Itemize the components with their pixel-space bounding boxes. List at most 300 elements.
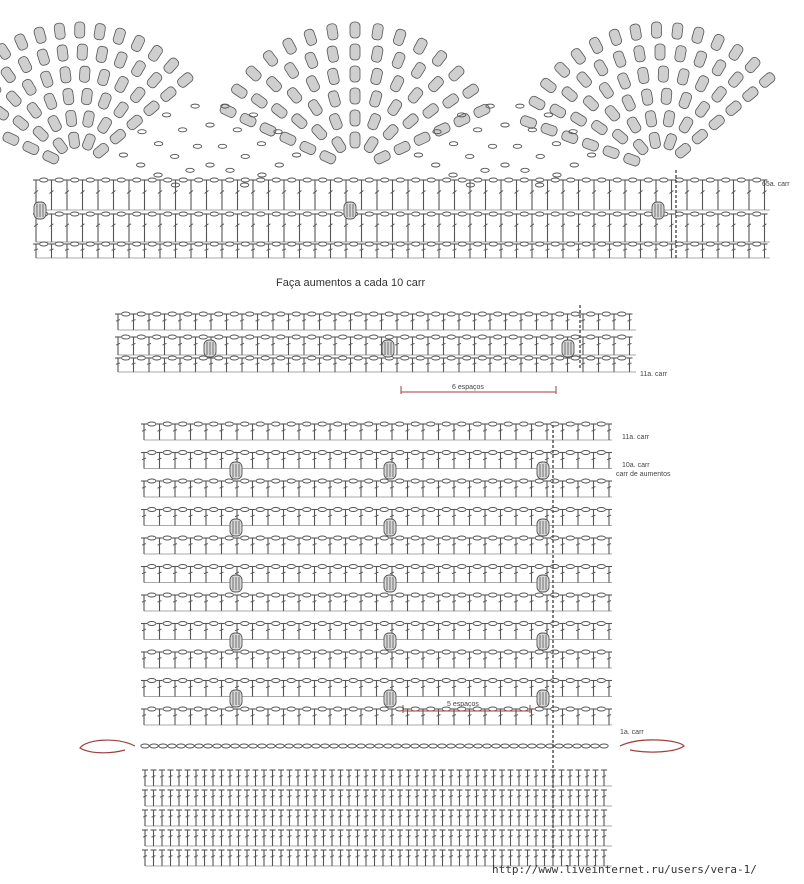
chain-stitch [544,113,552,117]
chain-stitch [385,312,393,316]
fan-cluster [31,125,49,143]
chain-stitch [256,536,264,540]
chain-stitch [489,479,497,483]
chain-stitch [473,650,481,654]
chain-stitch [225,622,233,626]
chain-stitch [396,508,404,512]
chain-stitch [86,242,94,246]
fan-cluster [97,68,111,86]
fan-cluster [81,88,93,105]
chain-stitch [287,593,295,597]
chain-stitch [613,212,621,216]
chain-stitch [287,451,295,455]
chain-stitch [349,679,357,683]
chain-stitch [159,744,167,748]
chain-stitch [163,508,171,512]
chain-stitch [287,479,295,483]
chain-stitch [233,128,241,132]
chain-stitch [509,312,517,316]
chain-stitch [179,451,187,455]
chain-stitch [411,508,419,512]
chain-stitch [206,123,214,127]
chain-stitch [396,451,404,455]
chain-stitch [138,130,146,134]
chain-stitch [427,508,435,512]
chain-stitch [241,508,249,512]
fan-cluster [96,116,113,135]
fan-cluster [674,45,687,62]
chain-stitch [447,744,455,748]
chain-stitch [582,650,590,654]
fan-cluster [25,101,43,120]
chain-stitch [597,707,605,711]
fan-cluster [621,94,637,113]
chain-stitch [319,178,327,182]
chain-stitch [564,744,572,748]
chain-stitch [133,242,141,246]
chain-stitch [411,650,419,654]
chain-stitch [339,356,347,360]
chain-stitch [582,422,590,426]
fan-cluster [33,26,47,44]
chain-stitch [473,536,481,540]
fan-cluster [632,138,650,157]
chain-stitch [365,212,373,216]
fan-cluster [623,152,641,167]
chain-stitch [195,178,203,182]
chain-stitch [334,650,342,654]
chain-stitch [334,508,342,512]
chain-stitch [272,622,280,626]
chain-stitch [303,707,311,711]
chain-stitch [416,312,424,316]
chain-stitch [556,356,564,360]
fan-cluster [661,88,672,105]
chain-stitch [370,312,378,316]
chain-stitch [442,422,450,426]
chain-stitch [210,707,218,711]
chain-stitch [380,565,388,569]
fan-cluster [47,114,63,133]
chain-stitch [489,622,497,626]
fan-cluster [330,135,347,154]
chain-stitch [473,622,481,626]
chain-stitch [587,153,595,157]
chain-stitch [591,744,599,748]
chain-stitch [380,451,388,455]
chain-stitch [249,113,257,117]
chain-stitch [629,242,637,246]
fan-cluster [281,37,297,56]
fan-cluster [5,89,23,108]
fan-cluster [0,104,10,122]
chain-stitch [618,312,626,316]
chain-stitch [442,479,450,483]
fan-cluster [265,75,283,94]
fan-cluster [663,110,676,127]
chain-stitch [505,212,513,216]
chain-stitch [365,679,373,683]
chain-stitch [566,650,574,654]
chain-stitch [178,128,186,132]
fan-cluster [663,133,678,151]
fan-cluster [724,99,743,117]
fan-cluster [350,22,360,38]
chain-stitch [365,451,373,455]
chain-stitch [318,622,326,626]
chain-stitch [226,242,234,246]
chain-stitch [535,536,543,540]
chain-stitch [179,679,187,683]
chain-stitch [509,335,517,339]
chain-stitch [442,565,450,569]
chain-stitch [241,212,249,216]
chain-stitch [443,178,451,182]
chain-stitch [458,650,466,654]
chain-stitch [370,356,378,360]
chain-stitch [411,744,419,748]
chain-stitch [551,565,559,569]
chain-stitch [489,565,497,569]
chain-stitch [489,242,497,246]
chain-stitch [551,650,559,654]
chain-stitch [210,212,218,216]
chain-stitch [334,707,342,711]
chain-stitch [261,335,269,339]
chain-stitch [267,744,275,748]
chain-stitch [536,154,544,158]
chain-stitch [163,451,171,455]
fan-cluster [77,44,88,60]
fan-cluster [130,34,146,53]
fan-cluster [401,112,420,130]
chain-stitch [241,593,249,597]
fan-cluster [125,113,144,131]
fan-cluster [371,23,383,40]
chain-stitch [432,312,440,316]
chain-stitch [184,335,192,339]
fan-cluster [626,116,643,135]
chain-stitch [258,173,266,177]
fan-cluster [305,74,321,93]
chain-stitch [225,451,233,455]
chain-stitch [427,622,435,626]
fan-cluster [431,49,449,68]
fan-cluster [79,66,90,83]
chain-stitch [427,479,435,483]
chain-stitch [179,536,187,540]
chain-stitch [122,312,130,316]
fan-cluster [176,71,195,89]
fan-cluster [727,43,744,62]
fan-cluster [0,65,17,84]
chain-stitch [551,178,559,182]
fan-cluster [570,47,587,66]
fan-cluster [230,82,249,99]
chain-stitch [168,356,176,360]
chain-stitch [163,565,171,569]
chain-stitch [536,212,544,216]
chain-stitch [210,422,218,426]
chain-stitch [535,707,543,711]
chain-stitch [334,593,342,597]
chain-stitch [308,335,316,339]
chain-stitch [179,565,187,569]
chain-stitch [365,178,373,182]
chain-stitch [478,312,486,316]
chain-stitch [339,312,347,316]
chain-stitch [566,679,574,683]
chain-stitch [412,242,420,246]
chain-stitch [582,622,590,626]
chain-stitch [102,242,110,246]
chain-stitch [401,356,409,360]
fan-cluster [382,123,400,142]
chain-stitch [215,335,223,339]
fan-cluster [427,75,445,94]
chain-stitch [447,356,455,360]
chain-stitch [492,744,500,748]
chain-stitch [504,508,512,512]
fan-cluster [603,104,621,123]
chain-stitch [117,242,125,246]
fan-cluster [59,66,71,83]
chain-stitch [194,451,202,455]
fan-cluster [2,131,21,147]
chain-stitch [465,744,473,748]
chain-stitch [122,335,130,339]
chain-stitch [318,451,326,455]
fan-cluster [560,85,579,103]
chain-stitch [194,593,202,597]
chain-stitch [427,422,435,426]
fan-cluster [350,132,360,148]
chain-stitch [225,593,233,597]
fan-cluster [710,33,726,52]
fan-cluster [392,28,407,46]
chain-stitch [258,744,266,748]
chain-stitch [438,744,446,748]
chain-stitch [241,622,249,626]
chain-stitch [556,335,564,339]
chain-stitch [556,312,564,316]
chain-stitch [230,312,238,316]
chain-stitch [629,212,637,216]
chain-stitch [458,508,466,512]
spaces-label-bottom: 5 espaços [447,701,479,708]
fan-cluster [590,119,609,136]
chain-stitch [381,242,389,246]
fan-cluster [553,61,571,79]
chain-stitch [319,242,327,246]
chain-stitch [474,212,482,216]
fan-cluster [112,27,126,45]
chain-stitch [241,451,249,455]
chain-stitch [349,622,357,626]
chain-stitch [600,744,608,748]
chain-stitch [525,356,533,360]
fan-cluster [519,115,537,130]
chain-stitch [535,679,543,683]
chain-stitch [148,508,156,512]
chain-stitch [137,163,145,167]
chain-stitch [40,242,48,246]
chain-stitch [582,451,590,455]
chain-stitch [318,536,326,540]
fan-cluster [561,130,579,145]
chain-stitch [287,565,295,569]
chain-stitch [349,650,357,654]
chain-stitch [519,744,527,748]
chain-stitch [597,650,605,654]
start-arrow [80,740,135,753]
chain-stitch [520,178,528,182]
chain-stitch [691,212,699,216]
chain-stitch [241,650,249,654]
fan-cluster [616,72,631,91]
chain-stitch [148,242,156,246]
chain-stitch [102,178,110,182]
chain-stitch [494,335,502,339]
fan-cluster [326,23,338,40]
chain-stitch [552,142,560,146]
chain-stitch [535,479,543,483]
chain-stitch [753,178,761,182]
chain-stitch [365,622,373,626]
chain-stitch [396,593,404,597]
chain-stitch [186,744,194,748]
chain-stitch [535,622,543,626]
chain-stitch [334,242,342,246]
chain-stitch [148,422,156,426]
fan-cluster [569,111,588,128]
fan-cluster [219,103,238,119]
chain-stitch [458,212,466,216]
fan-cluster [303,28,318,46]
fan-cluster [62,88,74,105]
fan-cluster [447,64,465,82]
chain-stitch [706,242,714,246]
chain-stitch [287,422,295,426]
chain-stitch [225,422,233,426]
chain-stitch [272,593,280,597]
chain-stitch [365,479,373,483]
chain-stitch [618,335,626,339]
fan-cluster [350,110,360,126]
chain-stitch [218,144,226,148]
fan-cluster [0,79,3,97]
chain-stitch [597,508,605,512]
chain-stitch [722,178,730,182]
fan-cluster [36,48,50,66]
chain-stitch [334,565,342,569]
chain-stitch [287,650,295,654]
chain-stitch [184,312,192,316]
chain-stitch [303,650,311,654]
chain-stitch [330,744,338,748]
chain-stitch [319,212,327,216]
chain-stitch [288,212,296,216]
chain-stitch [489,212,497,216]
fan-cluster [310,123,328,142]
chain-stitch [566,593,574,597]
chain-stitch [141,744,149,748]
chain-stitch [102,212,110,216]
chain-stitch [256,650,264,654]
chain-stitch [396,178,404,182]
chain-stitch [442,650,450,654]
chain-stitch [163,707,171,711]
chain-stitch [231,744,239,748]
chain-stitch [412,178,420,182]
fan-cluster [82,110,95,128]
chain-stitch [380,508,388,512]
chain-stitch [210,508,218,512]
chain-stitch [443,212,451,216]
fan-cluster [671,23,683,40]
chain-stitch [566,536,574,540]
chain-stitch [458,479,466,483]
chain-stitch [179,650,187,654]
chain-stitch [164,178,172,182]
chain-stitch [55,212,63,216]
chain-stitch [148,650,156,654]
chain-stitch [225,707,233,711]
chain-stitch [148,593,156,597]
chain-stitch [318,650,326,654]
chain-stitch [163,650,171,654]
chain-stitch [473,508,481,512]
chain-stitch [380,479,388,483]
chain-stitch [318,479,326,483]
chain-stitch [303,565,311,569]
fan-cluster [244,64,262,82]
chain-stitch [354,335,362,339]
chain-stitch [525,335,533,339]
fan-cluster [162,56,180,75]
chain-stitch [257,212,265,216]
chain-stitch [401,312,409,316]
chain-stitch [163,536,171,540]
chain-stitch [148,212,156,216]
chain-stitch [555,744,563,748]
fan-cluster [11,114,30,132]
chain-stitch [513,144,521,148]
chain-stitch [133,178,141,182]
chain-stitch [308,312,316,316]
chain-stitch [339,335,347,339]
chain-stitch [303,178,311,182]
chain-stitch [463,335,471,339]
chain-stitch [71,242,79,246]
fan-cluster [371,45,384,63]
chain-stitch [536,178,544,182]
chain-stitch [473,593,481,597]
fan-cluster [655,44,665,60]
chain-stitch [349,707,357,711]
chain-stitch [292,335,300,339]
chain-stitch [312,744,320,748]
chain-stitch [520,242,528,246]
chain-stitch [501,163,509,167]
row-10-label: 10a. carr [622,462,650,469]
chain-stitch [194,565,202,569]
chain-stitch [442,451,450,455]
chain-stitch [420,744,428,748]
chain-stitch [272,178,280,182]
chain-stitch [256,422,264,426]
chain-stitch [613,178,621,182]
